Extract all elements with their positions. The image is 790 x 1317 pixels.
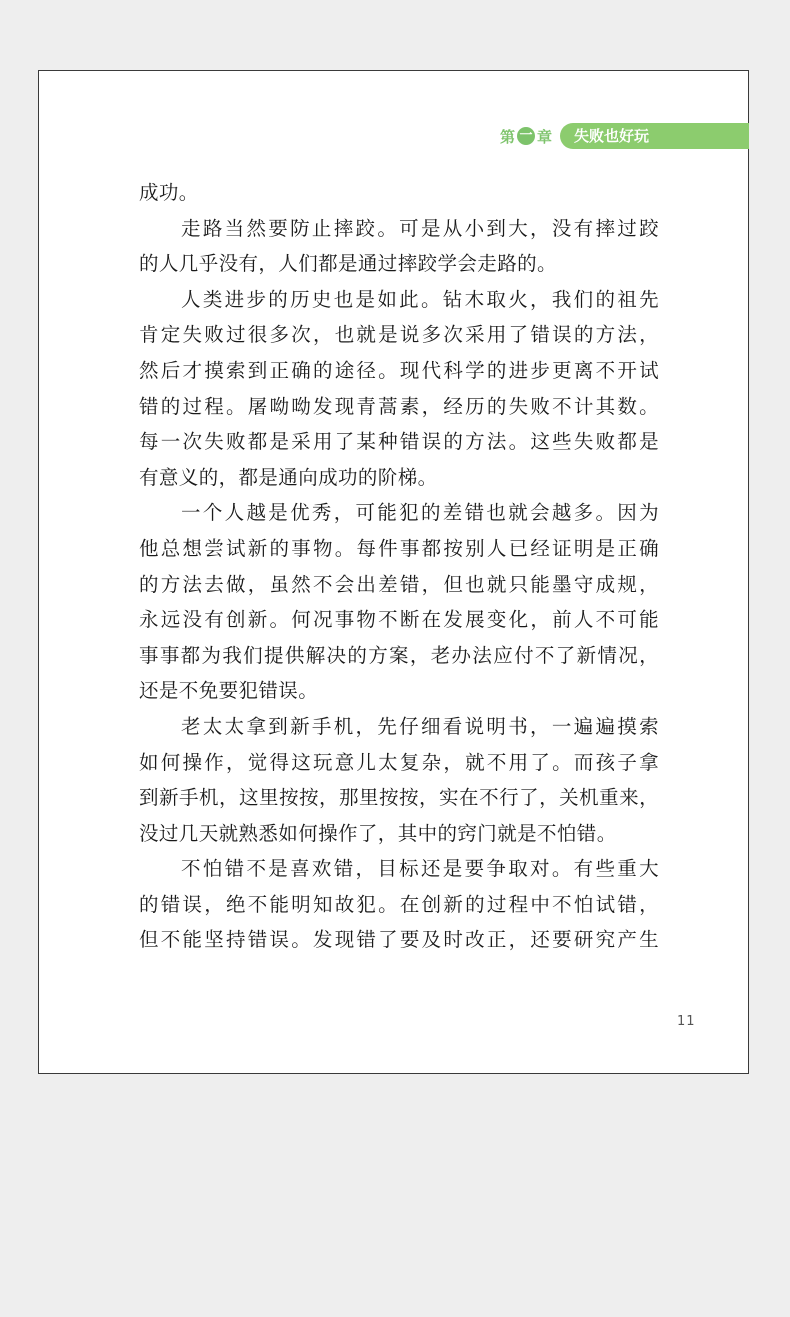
chapter-prefix: 第	[499, 127, 515, 146]
text-line: 还是不免要犯错误。	[139, 679, 319, 703]
text-line: 老太太拿到新手机，先仔细看说明书，一遍遍摸索	[181, 714, 659, 738]
chapter-label	[500, 126, 552, 147]
text-line: 到新手机，这里按按，那里按按，实在不行了，关机重来，	[139, 786, 659, 810]
text-line: 的方法去做，虽然不会出差错，但也就只能墨守成规，	[139, 572, 659, 596]
chapter-number-badge: 一	[517, 127, 535, 145]
text-line: 错的过程。屠呦呦发现青蒿素，经历的失败不计其数。	[139, 394, 659, 418]
text-line: 成功。	[139, 181, 199, 204]
text-line: 如何操作，觉得这玩意儿太复杂，就不用了。而孩子拿	[139, 750, 659, 774]
text-line: 走路当然要防止摔跤。可是从小到大，没有摔过跤	[181, 216, 659, 240]
text-line: 每一次失败都是采用了某种错误的方法。这些失败都是	[139, 430, 659, 454]
text-line: 然后才摸索到正确的途径。现代科学的进步更离不开试	[139, 358, 659, 382]
text-line: 人类进步的历史也是如此。钻木取火，我们的祖先	[181, 287, 659, 311]
chapter-header	[500, 123, 749, 149]
text-line: 他总想尝试新的事物。每件事都按别人已经证明是正确	[139, 536, 659, 560]
text-line: 但不能坚持错误。发现错了要及时改正，还要研究产生	[139, 928, 659, 952]
text-line: 事事都为我们提供解决的方案，老办法应付不了新情况，	[139, 643, 659, 667]
text-line: 一个人越是优秀，可能犯的差错也就会越多。因为	[181, 501, 659, 525]
chapter-suffix: 章	[536, 127, 552, 146]
text-line: 肯定失败过很多次，也就是说多次采用了错误的方法，	[139, 323, 659, 347]
chapter-title: 失败也好玩	[560, 123, 749, 149]
text-line: 的人几乎没有，人们都是通过摔跤学会走路的。	[139, 252, 557, 276]
text-line: 没过几天就熟悉如何操作了，其中的窍门就是不怕错。	[139, 821, 617, 845]
book-page	[38, 70, 749, 1074]
text-line: 的错误，绝不能明知故犯。在创新的过程中不怕试错，	[139, 892, 659, 916]
page-number: 11	[677, 1014, 696, 1029]
text-line: 不怕错不是喜欢错，目标还是要争取对。有些重大	[181, 857, 659, 881]
text-line: 永远没有创新。何况事物不断在发展变化，前人不可能	[139, 608, 659, 632]
body-text	[139, 175, 659, 958]
text-line: 有意义的，都是通向成功的阶梯。	[139, 465, 438, 489]
